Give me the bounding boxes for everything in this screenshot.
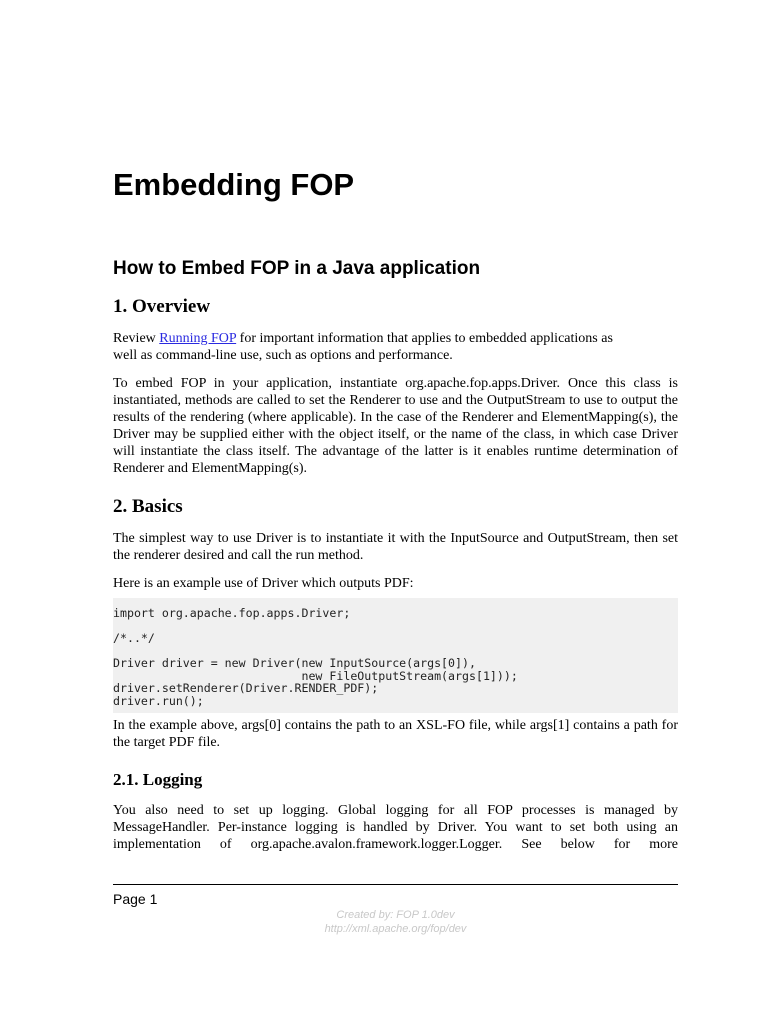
created-by-credit: Created by: FOP 1.0dev [336, 909, 455, 921]
overview-text-before-link: Review [113, 331, 160, 346]
overview-paragraph-2: To embed FOP in your application, instantiate org.apache.fop.apps.Driver. Once this class is instantiated, methods are called to set the Renderer to use and the OutputStream to use to output the results of the rendering (where applicable). In the case of the Renderer and ElementMapping(s), the Driver may be supplied either with the object itself, or the name of the class, in which case Driver will instantiate the class itself. The advantage of the latter is it enables runtime determination of Renderer and ElementMapping(s). [113, 376, 678, 476]
section-heading-overview: 1. Overview [113, 296, 211, 317]
credit-url: http://xml.apache.org/fop/dev [324, 923, 467, 935]
page-subtitle: How to Embed FOP in a Java application [113, 258, 481, 279]
logging-paragraph-1: You also need to set up logging. Global logging for all FOP processes is managed by MessageHandler. Per-instance logging is handled by Driver. You want to set both using an implementation of org.apache.avalon.framework.logger.Logger. See below for more [113, 803, 678, 852]
code-example: import org.apache.fop.apps.Driver; /*..*/ Driver driver = new Driver(new InputSource(args[0]), new FileOutputStream(args[1])); driver.setRenderer(Driver.RENDER_PDF); driver.run(); [113, 606, 518, 708]
page-number: Page 1 [113, 891, 158, 907]
overview-paragraph-1 [113, 330, 678, 364]
document-page [113, 0, 678, 1024]
overview-text-after-link: for important information that applies to embedded applications as [236, 331, 613, 346]
overview-text-line2: well as command-line use, such as options and performance. [113, 348, 453, 363]
section-heading-basics: 2. Basics [113, 496, 183, 517]
basics-paragraph-1: The simplest way to use Driver is to instantiate it with the InputSource and OutputStream, then set the renderer desired and call the run method. [113, 531, 678, 563]
section-heading-logging: 2.1. Logging [113, 770, 203, 789]
basics-paragraph-2: Here is an example use of Driver which outputs PDF: [113, 576, 414, 591]
page-title: Embedding FOP [113, 167, 355, 202]
basics-paragraph-3: In the example above, args[0] contains the path to an XSL-FO file, while args[1] contains a path for the target PDF file. [113, 718, 678, 750]
footer-divider [113, 884, 678, 885]
running-fop-link[interactable]: Running FOP [159, 331, 237, 346]
